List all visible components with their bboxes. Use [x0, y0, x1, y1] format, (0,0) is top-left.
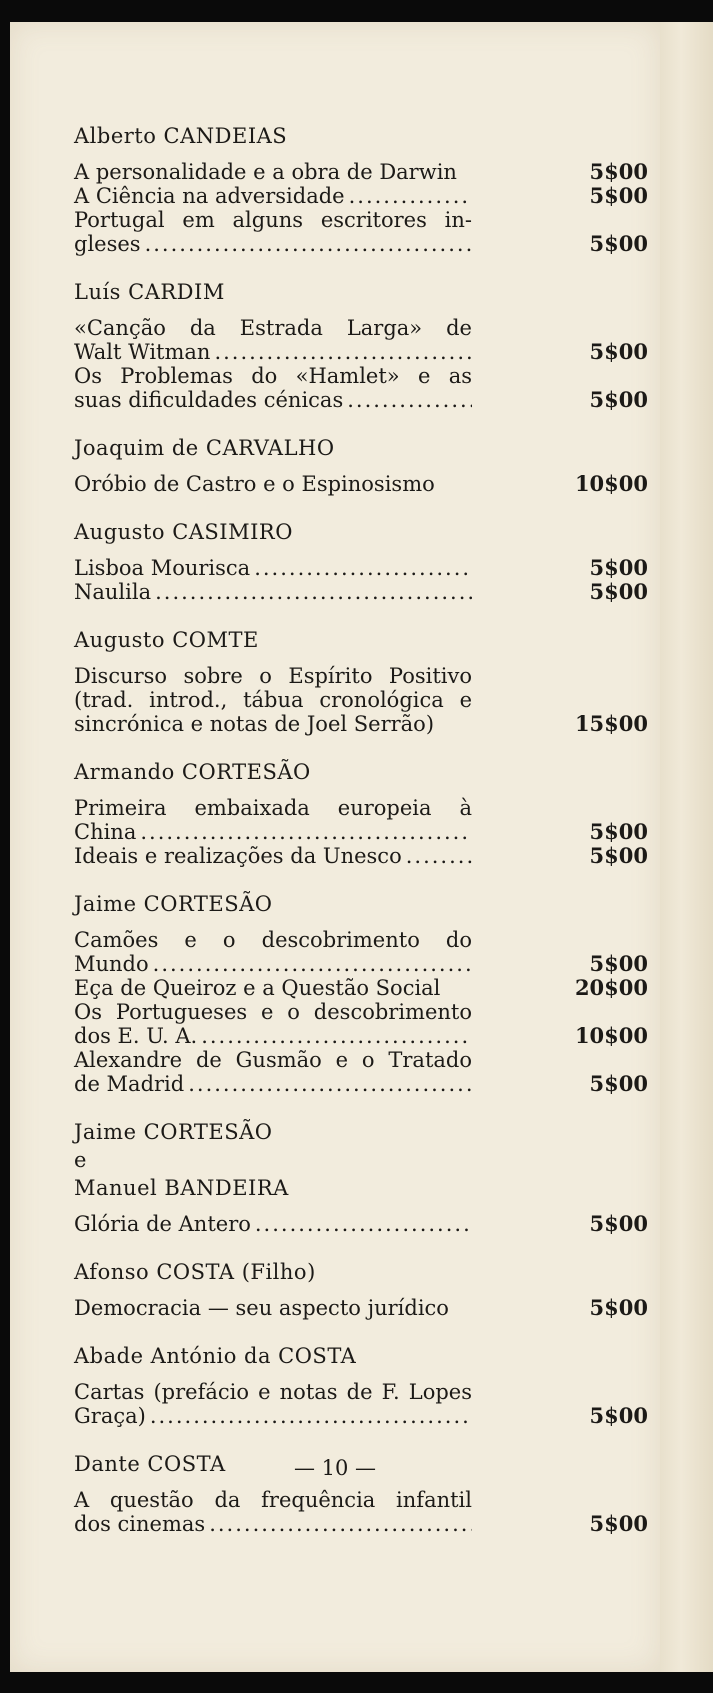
author-name: Jaime CORTESÃO: [74, 892, 273, 916]
author-name: Jaime CORTESÃO e Manuel BANDEIRA: [74, 1120, 289, 1200]
book-title-last-line: [74, 1296, 472, 1320]
book-title-text: Ideais e realizações da Unesco: [74, 844, 402, 868]
book-entry: [74, 1296, 648, 1320]
book-price: 15$00: [574, 711, 648, 736]
book-entry: [74, 1212, 648, 1236]
book-price: 5$00: [589, 819, 648, 844]
book-title-text: A Ciência na adversidade: [74, 184, 345, 208]
book-title-last-line: [74, 556, 472, 580]
book-title-text: Glória de Antero: [74, 1212, 251, 1236]
book-title-text: suas dificuldades cénicas: [74, 388, 344, 412]
book-title-text: China: [74, 820, 137, 844]
book-price: 5$00: [589, 387, 648, 412]
book-price: 5$00: [589, 231, 648, 256]
book-title-last-line: [74, 472, 472, 496]
book-title-last-line: [74, 952, 472, 976]
book-price: 5$00: [589, 183, 648, 208]
book-title-line: Cartas (prefácio e notas de F. Lopes: [74, 1380, 472, 1404]
book-entry: [74, 1048, 648, 1096]
book-title-text: gleses: [74, 232, 141, 256]
book-entry: [74, 1000, 648, 1048]
book-title-text: A personalidade e a obra de Darwin: [74, 160, 457, 184]
book-title-last-line: [74, 1212, 472, 1236]
book-title-last-line: [74, 976, 472, 1000]
book-entry: [74, 556, 648, 580]
book-title-last-line: [74, 388, 472, 412]
dot-leader: [188, 1072, 472, 1096]
book-title-text: dos E. U. A.: [74, 1024, 198, 1048]
author-name: Dante COSTA: [74, 1452, 226, 1476]
book-entry: [74, 160, 648, 184]
author-name: Afonso COSTA (Filho): [74, 1260, 316, 1284]
book-price: 5$00: [589, 339, 648, 364]
book-price: 5$00: [589, 1511, 648, 1536]
book-price: 5$00: [589, 1211, 648, 1236]
book-title-last-line: [74, 820, 472, 844]
book-price: 5$00: [589, 1403, 648, 1428]
dot-leader: [150, 1404, 472, 1428]
book-title-text: Lisboa Mourisca: [74, 556, 251, 580]
book-title-last-line: [74, 1072, 472, 1096]
author-name: Augusto CASIMIRO: [74, 520, 293, 544]
book-title-last-line: [74, 340, 472, 364]
book-entry: [74, 184, 648, 208]
book-entry: [74, 208, 648, 256]
book-title-line: Camões e o descobrimento do: [74, 928, 472, 952]
dot-leader: [214, 340, 472, 364]
book-price: 5$00: [589, 843, 648, 868]
book-title-last-line: [74, 1404, 472, 1428]
book-entry: [74, 844, 648, 868]
dot-leader: [255, 1212, 472, 1236]
book-title-line: (trad. introd., tábua cronológica e: [74, 688, 472, 712]
dot-leader: [254, 556, 472, 580]
book-title-line: «Canção da Estrada Larga» de: [74, 316, 472, 340]
book-price: 5$00: [589, 555, 648, 580]
book-title-last-line: [74, 1024, 472, 1048]
book-title-line: A questão da frequência infantil: [74, 1488, 472, 1512]
book-title-text: sincrónica e notas de Joel Serrão): [74, 712, 435, 736]
book-price: 5$00: [589, 159, 648, 184]
dot-leader: [209, 1512, 472, 1536]
book-entry: [74, 664, 648, 736]
book-title-last-line: [74, 844, 472, 868]
author-name: Joaquim de CARVALHO: [74, 436, 335, 460]
author-name: Armando CORTESÃO: [74, 760, 311, 784]
book-entry: [74, 976, 648, 1000]
book-title-last-line: [74, 232, 472, 256]
next-page-edge: [660, 22, 713, 1672]
book-title-last-line: [74, 184, 472, 208]
book-title-last-line: [74, 580, 472, 604]
catalog-list: [74, 122, 648, 1536]
book-price: 5$00: [589, 579, 648, 604]
author-name: Alberto CANDEIAS: [74, 124, 288, 148]
author-name: Augusto COMTE: [74, 628, 259, 652]
author-name: Abade António da COSTA: [74, 1344, 357, 1368]
book-price: 10$00: [574, 471, 648, 496]
book-title-line: Primeira embaixada europeia à: [74, 796, 472, 820]
book-entry: [74, 796, 648, 844]
dot-leader: [140, 820, 472, 844]
dot-leader: [347, 388, 472, 412]
book-title-text: Naulila: [74, 580, 152, 604]
dot-leader: [201, 1024, 472, 1048]
book-price: 10$00: [574, 1023, 648, 1048]
book-title-text: de Madrid: [74, 1072, 185, 1096]
book-title-text: Eça de Queiroz e a Questão Social: [74, 976, 441, 1000]
book-title-last-line: [74, 1512, 472, 1536]
book-price: 20$00: [574, 975, 648, 1000]
book-title-line: Portugal em alguns escritores in-: [74, 208, 472, 232]
book-title-last-line: [74, 712, 472, 736]
dot-leader: [349, 184, 472, 208]
book-title-line: Discurso sobre o Espírito Positivo: [74, 664, 472, 688]
book-title-text: Oróbio de Castro e o Espinosismo: [74, 472, 435, 496]
book-title-text: dos cinemas: [74, 1512, 206, 1536]
book-title-last-line: [74, 160, 472, 184]
dot-leader: [145, 232, 472, 256]
book-price: 5$00: [589, 1071, 648, 1096]
book-entry: [74, 472, 648, 496]
book-entry: [74, 580, 648, 604]
book-price: 5$00: [589, 951, 648, 976]
book-entry: [74, 1488, 648, 1536]
book-title-line: Os Problemas do «Hamlet» e as: [74, 364, 472, 388]
book-title-text: Mundo: [74, 952, 149, 976]
book-price: 5$00: [589, 1295, 648, 1320]
book-title-line: Alexandre de Gusmão e o Tratado: [74, 1048, 472, 1072]
author-name: Luís CARDIM: [74, 280, 225, 304]
page-number: — 10 —: [293, 1456, 377, 1480]
book-title-text: Walt Witman: [74, 340, 211, 364]
dot-leader: [155, 580, 472, 604]
book-page: [10, 22, 660, 1672]
book-entry: [74, 928, 648, 976]
book-title-text: Democracia — seu aspecto jurídico: [74, 1296, 449, 1320]
book-title-line: Os Portugueses e o descobrimento: [74, 1000, 472, 1024]
book-entry: [74, 364, 648, 412]
dot-leader: [406, 844, 472, 868]
book-entry: [74, 316, 648, 364]
book-title-text: Graça): [74, 1404, 146, 1428]
dot-leader: [153, 952, 472, 976]
book-entry: [74, 1380, 648, 1428]
